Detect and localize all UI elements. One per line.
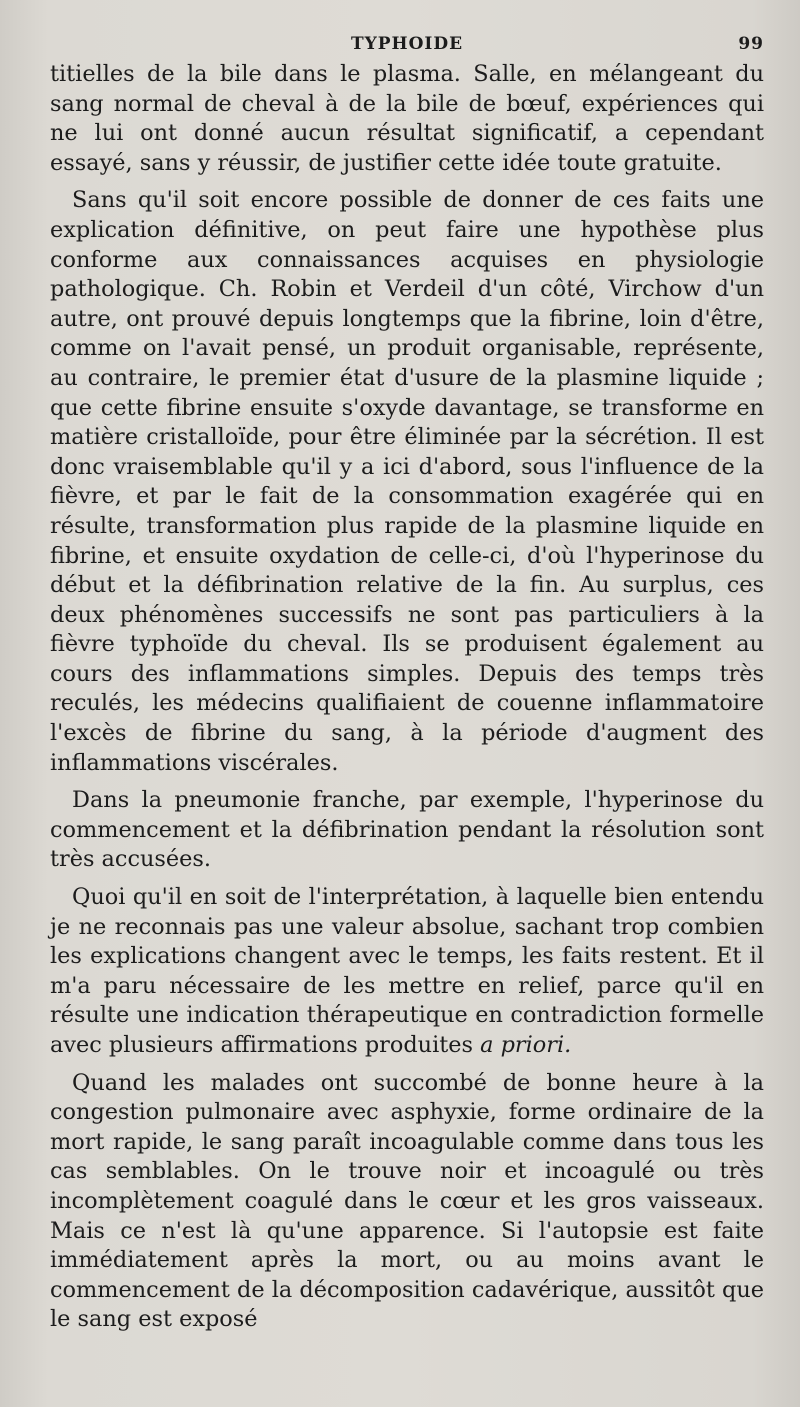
paragraph-interpretation xyxy=(50,883,764,1061)
paragraph-pneumonia: Dans la pneumonie franche, par exemple, l'hyperinose du commencement et la défibrination pendant la résolution sont très accusées. xyxy=(50,787,764,873)
body-text xyxy=(50,60,764,1335)
page-number: 99 xyxy=(738,34,764,54)
paragraph-continuation: titielles de la bile dans le plasma. Salle, en mélangeant du sang normal de cheval à de la bile de bœuf, expériences qui ne lui ont donné aucun résultat significatif, a cependant essayé, sans y réussir, de justifier cette idée toute gratuite. xyxy=(50,61,764,176)
paragraph-interpretation-text: Quoi qu'il en soit de l'interprétation, à laquelle bien entendu je ne reconnais pas une valeur absolue, sachant trop combien les explications changent avec le temps, les faits restent. Et il m'a paru nécessaire de les mettre en relief, parce qu'il en résulte une indication thérapeutique en contradiction formelle avec plusieurs affirmations produites xyxy=(50,884,764,1058)
running-title: TYPHOIDE xyxy=(350,34,464,54)
paragraph-autopsy: Quand les malades ont succombé de bonne heure à la congestion pulmonaire avec asphyxie, forme ordinaire de la mort rapide, le sang paraît incoagulable comme dans tous les cas semblables. On le trouve noir et incoagulé ou très incomplètement coagulé dans le cœur et les gros vaisseaux. Mais ce n'est là qu'une apparence. Si l'autopsie est faite immédiatement après la mort, ou au moins avant le commencement de la décomposition cadavérique, aussitôt que le sang est exposé xyxy=(50,1069,764,1333)
italic-a-priori: a priori. xyxy=(480,1032,572,1058)
paragraph-hypothesis: Sans qu'il soit encore possible de donner de ces faits une explication définitive, on peut faire une hypothèse plus conforme aux connaissances acquises en physiologie pathologique. Ch. Robin et Verdeil d'un côté, Virchow d'un autre, ont prouvé depuis longtemps que la fibrine, loin d'être, comme on l'avait pensé, un produit organisable, représente, au contraire, le premier état d'usure de la plasmine liquide ; que cette fibrine ensuite s'oxyde davantage, se transforme en matière cristalloïde, pour être éliminée par la sécrétion. Il est donc vraisemblable qu'il y a ici d'abord, sous l'influence de la fièvre, et par le fait de la consommation exagérée qui en résulte, transformation plus rapide de la plasmine liquide en fibrine, et ensuite oxydation de celle-ci, d'où l'hyperinose du début et la défibrination relative de la fin. Au surplus, ces deux phénomènes successifs ne sont pas particuliers à la fièvre typhoïde du cheval. Ils se produisent également au cours des inflammations simples. Depuis des temps très reculés, les médecins qualifiaient de couenne inflammatoire l'excès de fibrine du sang, à la période d'augment des inflammations viscérales. xyxy=(50,187,764,776)
running-header xyxy=(50,30,764,60)
